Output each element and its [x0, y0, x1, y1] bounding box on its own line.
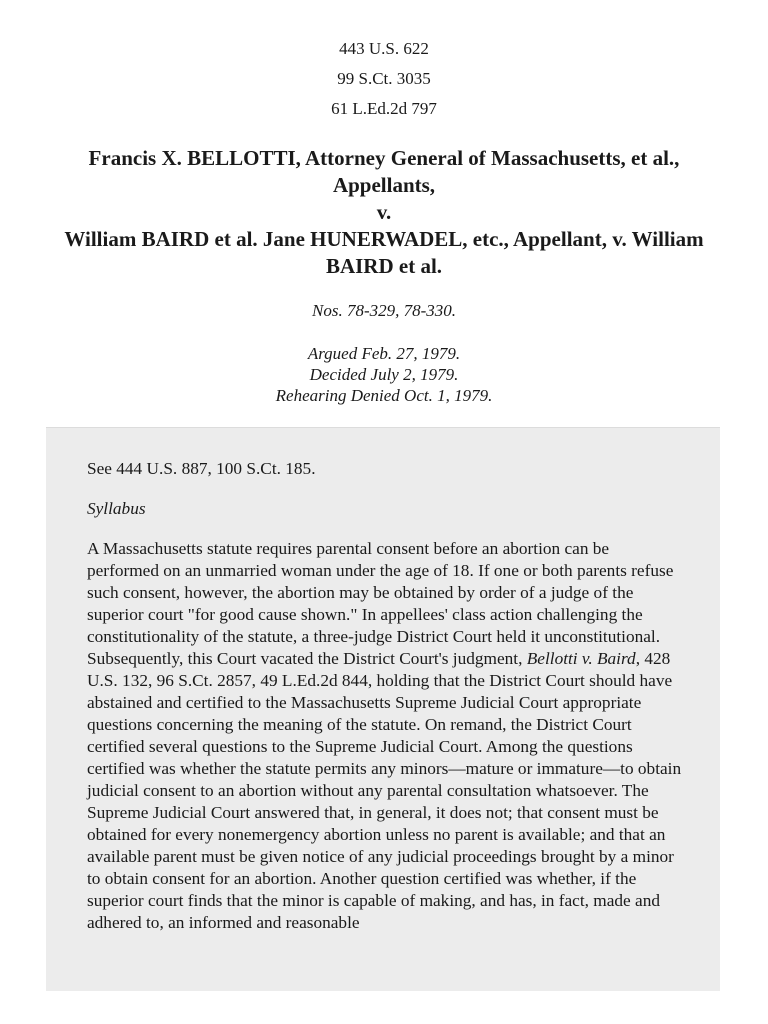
- opinion-panel[interactable]: [46, 427, 720, 991]
- syllabus-text-part2: , 428 U.S. 132, 96 S.Ct. 2857, 49 L.Ed.2d 844, holding that the District Court should have abstained and certified to the Massachusetts Supreme Judicial Court appropriate questions concerning the meaning of the statute. On remand, the District Court certified several questions to the Supreme Judicial Court. Among the questions certified was whether the statute permits any minors—mature or immature—to obtain judicial consent to an abortion without any parental consultation whatsoever. The Supreme Judicial Court answered that, in general, it does not; that consent must be obtained for every nonemergency abortion unless no parent is available; and that an available parent must be given notice of any judicial proceedings brought by a minor to obtain consent for an abortion. Another question certified was whether, if the superior court finds that the minor is capable of making, and has, in fact, made and adhered to, an informed and reasonable: [87, 649, 682, 932]
- syllabus-heading: Syllabus: [87, 499, 146, 518]
- citation-us-reports: 443 U.S. 622: [339, 39, 429, 58]
- case-title-appellees: William BAIRD et al. Jane HUNERWADEL, etc., Appellant, v. William BAIRD et al.: [64, 227, 704, 278]
- citations: [0, 34, 768, 124]
- syllabus-paragraph: [87, 538, 685, 934]
- decided-date: Decided July 2, 1979.: [309, 365, 459, 384]
- see-reference: See 444 U.S. 887, 100 S.Ct. 185.: [87, 459, 316, 478]
- citation-supreme-court-reporter: 99 S.Ct. 3035: [337, 69, 431, 88]
- citation-lawyers-edition: 61 L.Ed.2d 797: [331, 99, 437, 118]
- case-title: [40, 145, 728, 280]
- case-dates: [0, 343, 768, 406]
- case-reference-link: Bellotti v. Baird: [526, 649, 636, 668]
- case-title-versus: v.: [376, 200, 392, 224]
- opinion-content: [87, 458, 685, 934]
- syllabus-text-part1: A Massachusetts statute requires parental consent before an abortion can be performed on an unmarried woman under the age of 18. If one or both parents refuse such consent, however, the abortion may be obtained by order of a judge of the superior court "for good cause shown." In appellees' class action challenging the constitutionality of the statute, a three-judge District Court held it unconstitutional. Subsequently, this Court vacated the District Court's judgment,: [87, 539, 674, 668]
- case-title-appellants: Francis X. BELLOTTI, Attorney General of Massachusetts, et al., Appellants,: [88, 146, 680, 197]
- argued-date: Argued Feb. 27, 1979.: [307, 344, 461, 363]
- rehearing-date: Rehearing Denied Oct. 1, 1979.: [275, 386, 493, 405]
- docket-numbers: Nos. 78-329, 78-330.: [311, 301, 457, 320]
